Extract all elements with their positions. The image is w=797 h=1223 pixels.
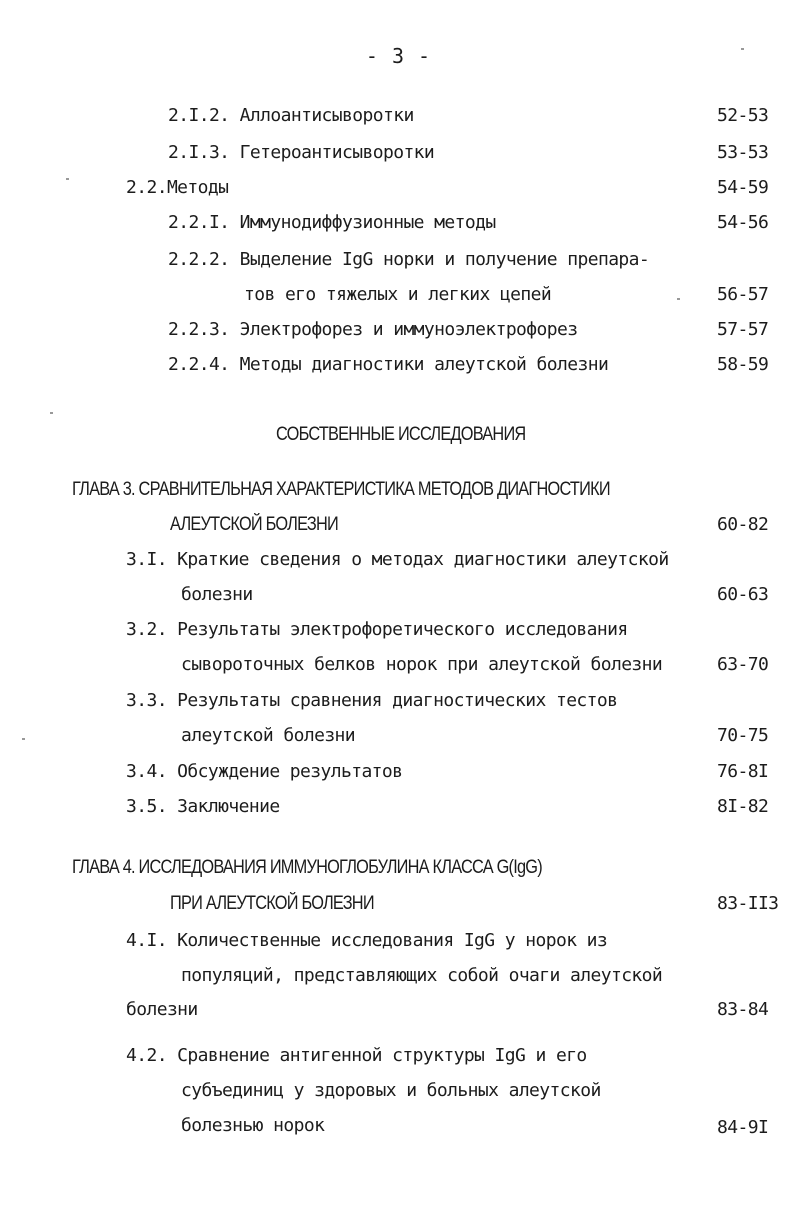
scan-speck [66,178,69,180]
toc-entry-page: 53-53 [717,142,769,163]
toc-entry-text: 3.2. Результаты электрофоретического исследования [126,619,628,640]
toc-entry-page: 54-56 [717,212,769,233]
toc-entry-page: 63-70 [717,654,769,675]
section-heading: СОБСТВЕННЫЕ ИССЛЕДОВАНИЯ [276,424,526,445]
toc-entry-page: 76-8I [717,761,769,782]
toc-entry-text: 3.5. Заключение [126,796,280,817]
toc-entry-text: 3.I. Краткие сведения о методах диагностики алеутской [126,549,669,570]
toc-entry-page: 56-57 [717,284,769,305]
scan-speck [677,298,680,300]
toc-entry-text: субъединиц у здоровых и больных алеутской [181,1080,601,1101]
page-number: - 3 - [365,44,432,68]
toc-entry-text: 4.2. Сравнение антигенной структуры IgG и его [126,1045,587,1066]
toc-entry-text: 3.3. Результаты сравнения диагностических тестов [126,690,618,711]
toc-entry-text: болезнью норок [181,1115,325,1136]
scan-speck [22,738,25,740]
toc-entry-text: 2.2.I. Иммунодиффузионные методы [168,212,496,233]
toc-entry-page: 60-82 [717,514,769,535]
toc-entry-text: тов его тяжелых и легких цепей [244,284,552,305]
scan-speck [50,412,53,414]
toc-entry-page: 60-63 [717,584,769,605]
chapter-heading: АЛЕУТСКОЙ БОЛЕЗНИ [170,514,338,535]
chapter-heading: ГЛАВА 3. СРАВНИТЕЛЬНАЯ ХАРАКТЕРИСТИКА МЕТОДОВ ДИАГНОСТИКИ [72,479,610,500]
toc-entry-text: 2.2.2. Выделение IgG норки и получение препара- [168,249,650,270]
toc-entry-page: 57-57 [717,319,769,340]
toc-entry-text: болезни [181,584,253,605]
toc-entry-text: болезни [126,999,198,1020]
chapter-heading: ГЛАВА 4. ИССЛЕДОВАНИЯ ИММУНОГЛОБУЛИНА КЛАССА G(IgG) [72,857,542,878]
toc-entry-page: 84-9I [717,1117,769,1138]
toc-entry-page: 8I-82 [717,796,769,817]
toc-entry-page: 83-84 [717,999,769,1020]
toc-entry-page: 58-59 [717,354,769,375]
toc-entry-text: 2.2.3. Электрофорез и иммуноэлектрофорез [168,319,578,340]
toc-entry-text: 2.I.2. Аллоантисыворотки [168,105,414,126]
scan-speck [741,48,744,50]
toc-entry-text: сывороточных белков норок при алеутской болезни [181,654,663,675]
toc-entry-text: 2.I.3. Гетероантисыворотки [168,142,435,163]
toc-entry-text: алеутской болезни [181,725,356,746]
toc-entry-page: 83-II3 [717,893,779,914]
chapter-heading: ПРИ АЛЕУТСКОЙ БОЛЕЗНИ [170,893,374,914]
toc-entry-text: 3.4. Обсуждение результатов [126,761,403,782]
toc-entry-text: популяций, представляющих собой очаги алеутской [181,965,663,986]
toc-entry-page: 52-53 [717,105,769,126]
toc-entry-page: 54-59 [717,177,769,198]
toc-entry-text: 2.2.4. Методы диагностики алеутской болезни [168,354,609,375]
toc-entry-page: 70-75 [717,725,769,746]
toc-entry-text: 2.2.Методы [126,177,229,198]
toc-entry-text: 4.I. Количественные исследования IgG у норок из [126,930,608,951]
